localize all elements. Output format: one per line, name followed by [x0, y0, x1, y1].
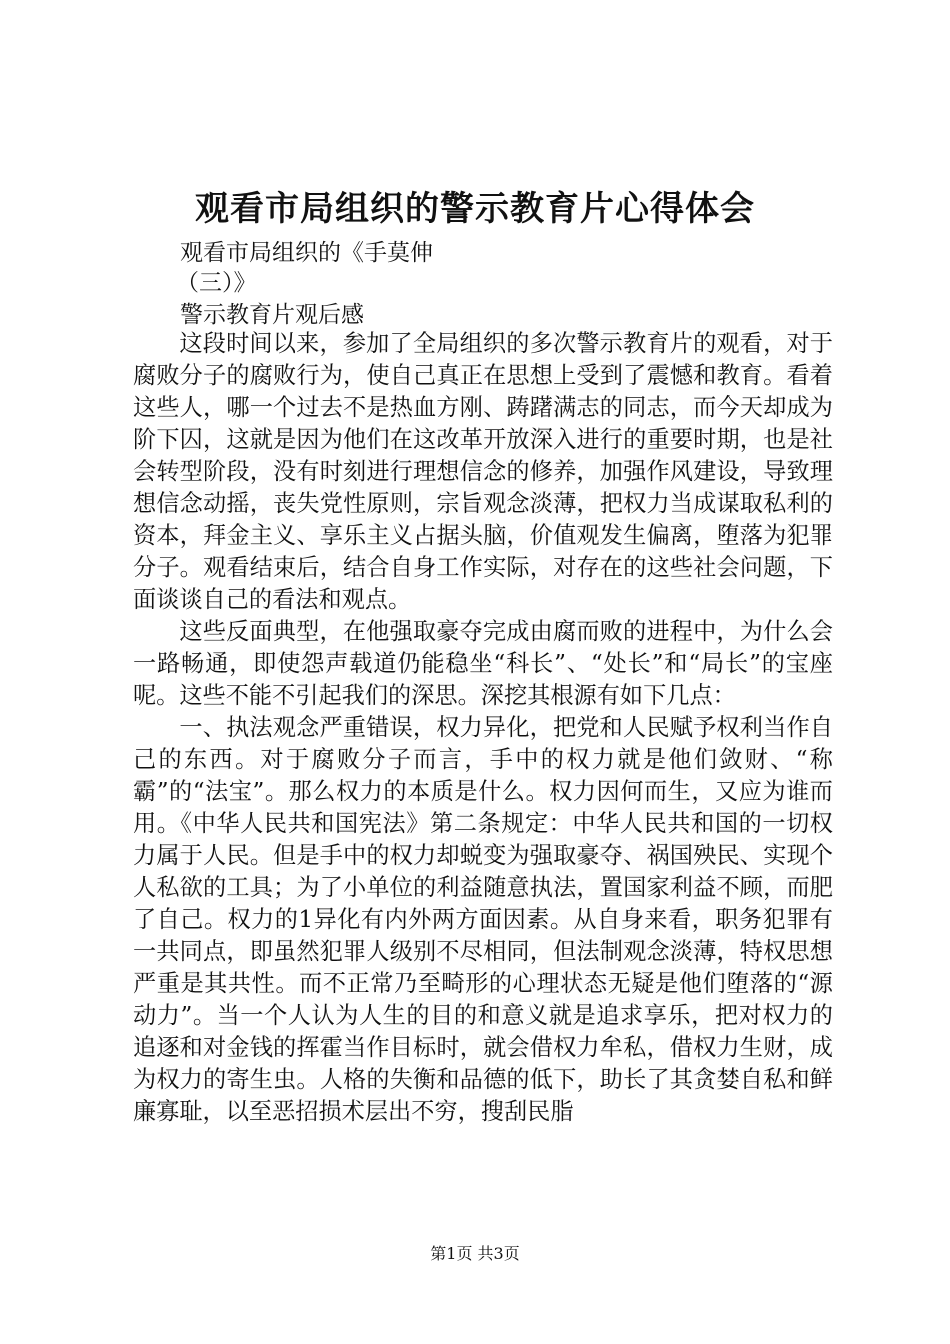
- paragraph-3: 一、执法观念严重错误，权力异化，把党和人民赋予权利当作自己的东西。对于腐败分子而言，手中的权力就是他们敛财、“称霸”的“法宝”。那么权力的本质是什么。权力因何而生，又应为谁而用。《中华人民共和国宪法》第二条规定：中华人民共和国的一切权力属于人民。但是手中的权力却蜕变为强取豪夺、祸国殃民、实现个人私欲的工具；为了小单位的利益随意执法，置国家利益不顾，而肥了自己。权力的1异化有内外两方面因素。从自身来看，职务犯罪有一共同点，即虽然犯罪人级别不尽相同，但法制观念淡薄，特权思想严重是其共性。而不正常乃至畸形的心理状态无疑是他们堕落的“源动力”。当一个人认为人生的目的和意义就是追求享乐，把对权力的追逐和对金钱的挥霍当作目标时，就会借权力牟私，借权力生财，成为权力的寄生虫。人格的失衡和品德的低下，助长了其贪婪自私和鲜廉寡耻，以至恶招损术层出不穷，搜刮民脂: [133, 714, 833, 1125]
- paragraph-1: 这段时间以来，参加了全局组织的多次警示教育片的观看，对于腐败分子的腐败行为，使自己真正在思想上受到了震憾和教育。看着这些人，哪一个过去不是热血方刚、踌躇满志的同志，而今天却成为阶下囚，这就是因为他们在这改革开放深入进行的重要时期，也是社会转型阶段，没有时刻进行理想信念的修养，加强作风建设，导致理想信念动摇，丧失党性原则，宗旨观念淡薄，把权力当成谋取私利的资本，拜金主义、享乐主义占据头脑，价值观发生偏离，堕落为犯罪分子。观看结束后，结合自身工作实际，对存在的这些社会问题，下面谈谈自己的看法和观点。: [133, 330, 833, 613]
- paragraph-2: 这些反面典型，在他强取豪夺完成由腐而败的进程中，为什么会一路畅通，即使怨声载道仍能稳坐“科长”、“处长”和“局长”的宝座呢。这些不能不引起我们的深思。深挖其根源有如下几点：: [133, 618, 833, 709]
- subheading-line-1: 观看市局组织的《手莫伸: [180, 240, 433, 266]
- body-text: [133, 328, 833, 1128]
- page-footer: 第1页 共3页: [430, 1244, 520, 1263]
- document-title: 观看市局组织的警示教育片心得体会: [195, 189, 755, 229]
- subheading-line-3: 警示教育片观后感: [180, 302, 364, 328]
- subheading-line-2: （三）》: [176, 270, 257, 296]
